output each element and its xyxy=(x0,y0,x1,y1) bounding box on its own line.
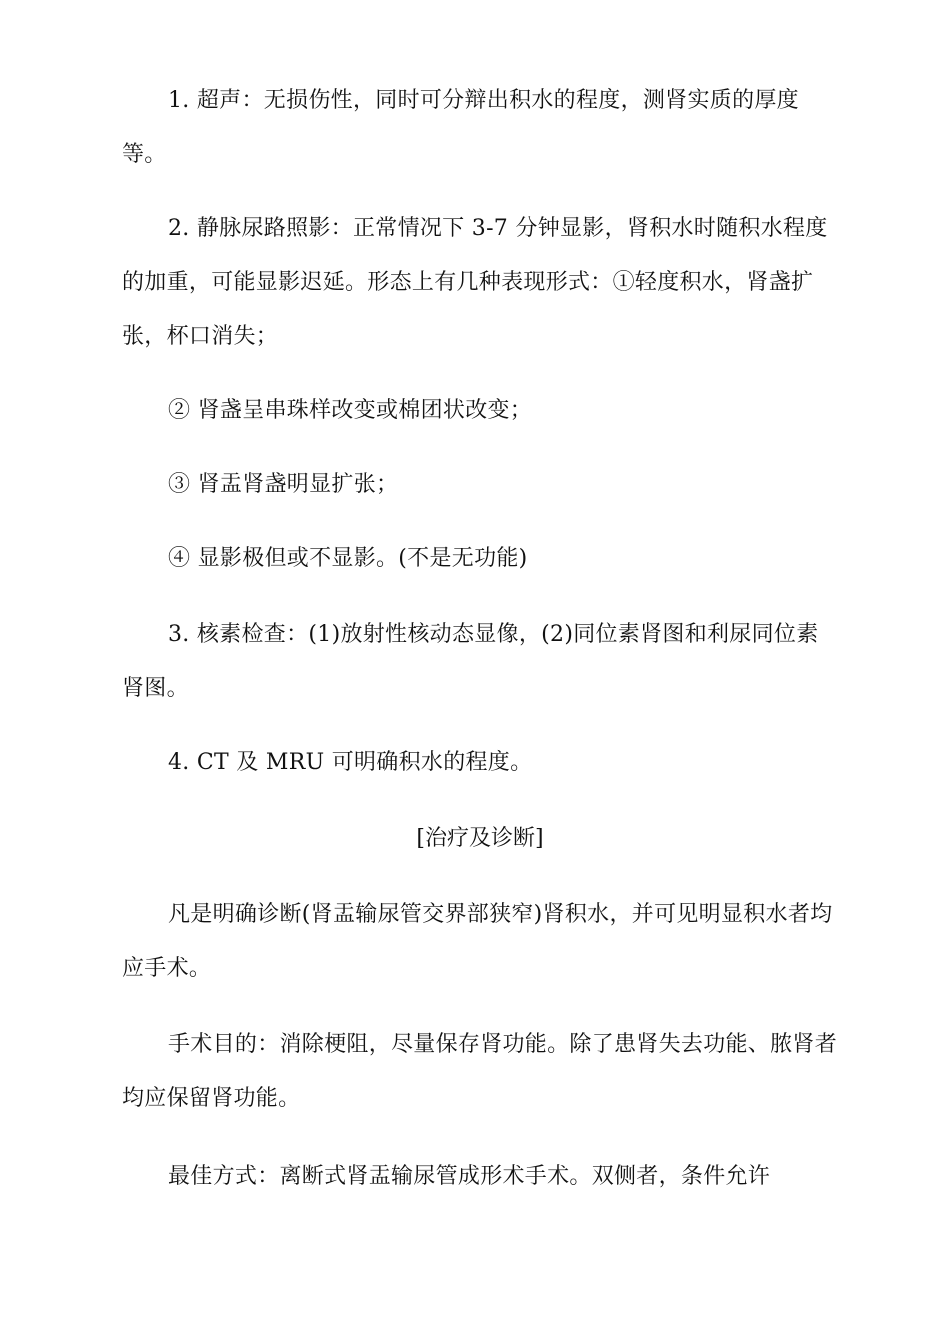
paragraph-text: ④ 显影极但或不显影。(不是无功能) xyxy=(168,546,528,571)
paragraph-nuclide xyxy=(122,608,838,716)
paragraph-text: 3. 核素检查：(1)放射性核动态显像，(2)同位素肾图和利尿同位素肾图。 xyxy=(122,622,819,701)
paragraph-text: ② 肾盏呈串珠样改变或棉团状改变； xyxy=(168,398,533,423)
paragraph-text: 最佳方式：离断式肾盂输尿管成形术手术。双侧者，条件允许 xyxy=(168,1164,771,1189)
paragraph-text: 1. 超声：无损伤性，同时可分辩出积水的程度，测肾实质的厚度等。 xyxy=(122,88,799,167)
section-heading: [治疗及诊断] xyxy=(416,826,544,851)
paragraph-text: ③ 肾盂肾盏明显扩张； xyxy=(168,472,399,497)
paragraph-text: 手术目的：消除梗阻，尽量保存肾功能。除了患肾失去功能、脓肾者均应保留肾功能。 xyxy=(122,1032,838,1111)
paragraph-ct-mru xyxy=(122,736,838,790)
paragraph-ultrasound xyxy=(122,74,838,182)
paragraph-text: 4. CT 及 MRU 可明确积水的程度。 xyxy=(168,750,533,775)
paragraph-text: 2. 静脉尿路照影：正常情况下 3-7 分钟显影，肾积水时随积水程度的加重，可能显影迟延。形态上有几种表现形式：①轻度积水，肾盏扩张，杯口消失； xyxy=(122,216,828,349)
paragraph-ivu xyxy=(122,202,838,364)
paragraph-item-4 xyxy=(122,532,838,586)
paragraph-item-2 xyxy=(122,384,838,438)
paragraph-diagnosis xyxy=(122,888,838,996)
paragraph-surgery-goal xyxy=(122,1018,838,1126)
paragraph-text: 凡是明确诊断(肾盂输尿管交界部狭窄)肾积水，并可见明显积水者均应手术。 xyxy=(122,902,833,981)
paragraph-item-3 xyxy=(122,458,838,512)
paragraph-best-method xyxy=(122,1150,838,1204)
